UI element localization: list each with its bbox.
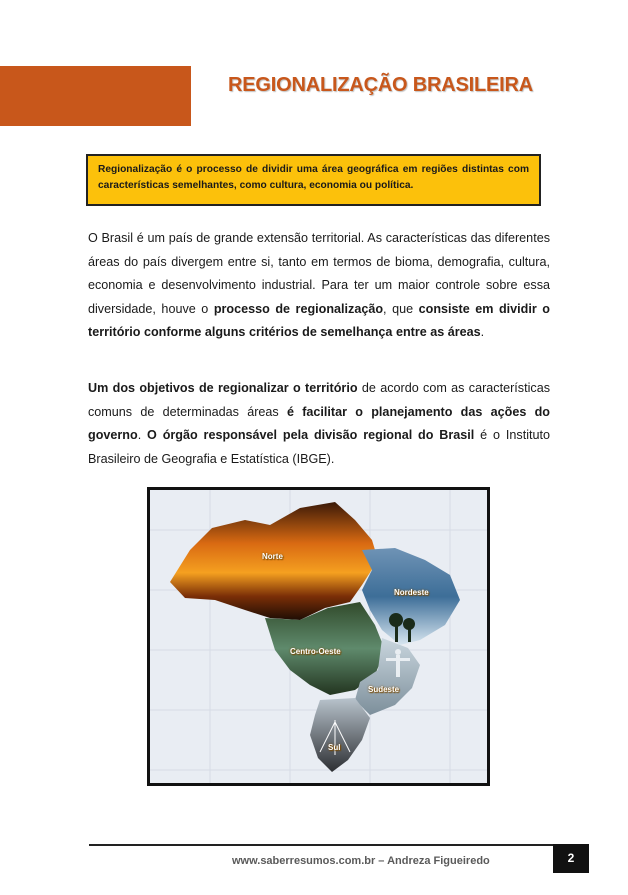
region-label-nordeste: Nordeste (394, 588, 429, 597)
paragraph-1-text-a: O Brasil é um país de grande extensão territorial. As características das diferentes áreas do país divergem entre si, tanto em termos de bioma, demografia, cultura, economia e desenvolvimento industrial. Para ter um maior controle sobre essa diversidade, houve o (88, 231, 550, 316)
region-label-norte: Norte (262, 552, 283, 561)
definition-text: Regionalização é o processo de dividir uma área geográfica em regiões distintas com características semelhantes, como cultura, economia ou política. (98, 164, 529, 191)
paragraph-1-bold-b: consiste em dividir o território conforme alguns critérios de semelhança entre as áreas (88, 301, 550, 339)
definition-box (86, 154, 541, 206)
footer-credits: www.saberresumos.com.br – Andreza Figueiredo (232, 855, 490, 867)
region-label-centro-oeste: Centro-Oeste (290, 647, 341, 656)
region-sul-shape (310, 698, 370, 772)
paragraph-1-text-b: , que (383, 301, 419, 316)
paragraph-2-bold-a: Um dos objetivos de regionalizar o território (88, 381, 358, 395)
paragraph-2-bold-b: é facilitar o planejamento das ações do governo (88, 404, 550, 442)
brazil-regions-map (147, 487, 490, 786)
footer-divider (89, 844, 555, 846)
paragraph-2-text-a: de acordo com as características comuns de determinadas áreas (88, 381, 550, 419)
region-norte-shape (170, 502, 378, 620)
paragraph-1 (88, 227, 550, 345)
page-number: 2 (553, 844, 589, 873)
brazil-map-illustration (150, 490, 487, 783)
paragraph-1-text-c: . (480, 325, 485, 339)
page-title: REGIONALIZAÇÃO BRASILEIRA (228, 74, 534, 96)
paragraph-2-bold-c: O órgão responsável pela divisão regional do Brasil (147, 428, 475, 442)
region-label-sul: Sul (328, 743, 341, 752)
paragraph-2 (88, 377, 550, 471)
paragraph-1-bold-a: processo de regionalização (213, 301, 384, 316)
region-label-sudeste: Sudeste (368, 685, 400, 694)
header-banner-bar (0, 66, 191, 126)
paragraph-2-text-b: . (137, 428, 148, 442)
paragraph-2-text-c: é o Instituto Brasileiro de Geografia e Estatística (IBGE). (88, 428, 550, 466)
